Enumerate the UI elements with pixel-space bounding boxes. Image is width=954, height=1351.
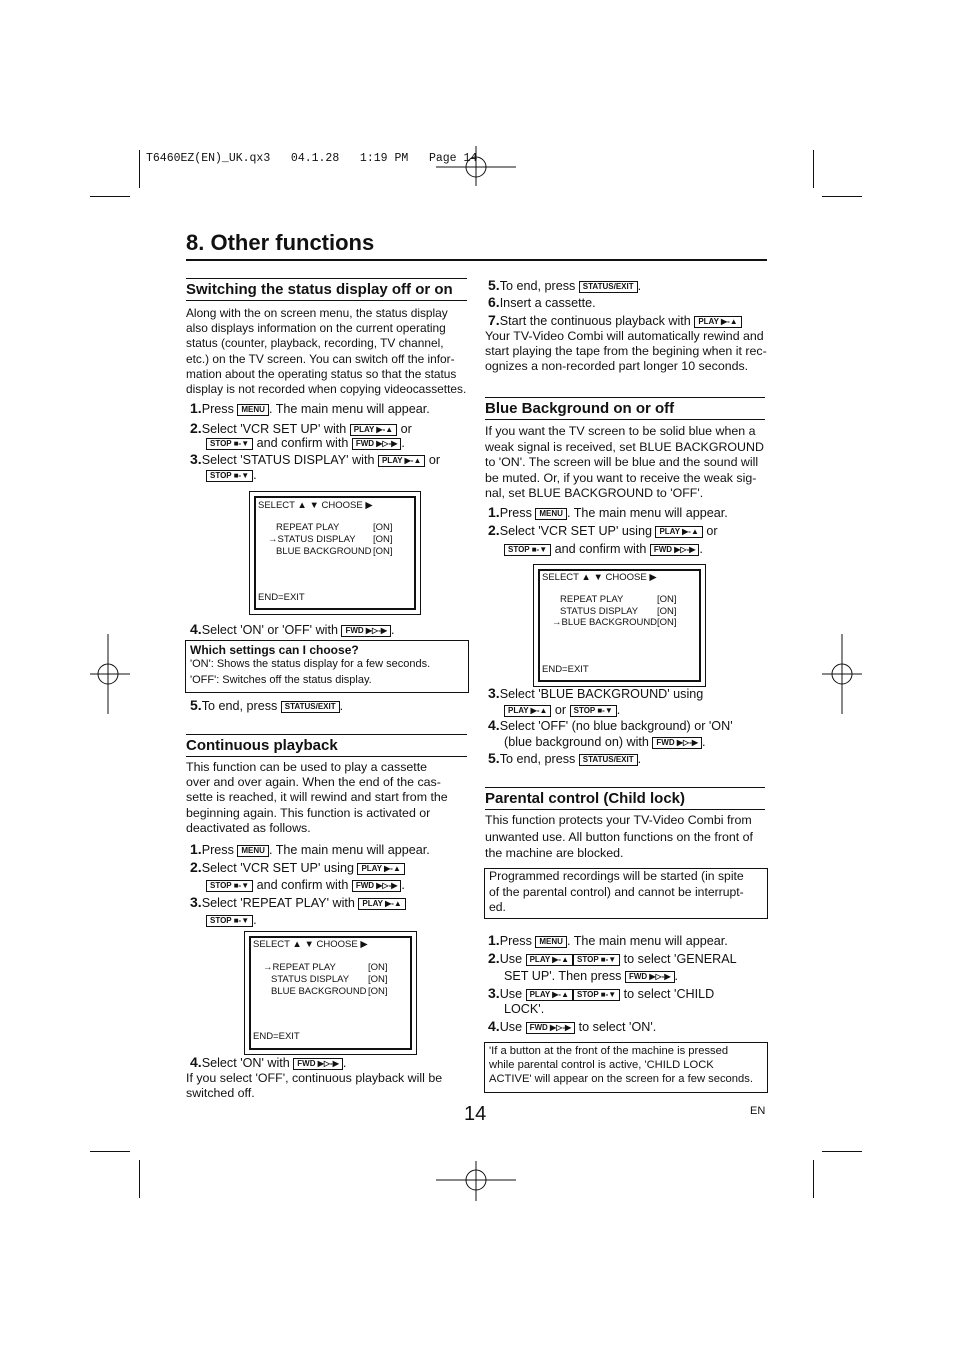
stop-key: STOP ■-▼ xyxy=(206,915,253,927)
play-key: PLAY ▶-▲ xyxy=(350,424,397,436)
osd-row-value: [ON] xyxy=(373,546,393,557)
step-item-cont xyxy=(504,541,703,558)
step-text: Press xyxy=(201,402,234,416)
fwd-key: FWD ▶▷-▶ xyxy=(650,544,700,556)
step-item xyxy=(190,697,343,715)
text-line: to 'ON'. The screen will be blue and the sound will xyxy=(485,455,759,470)
step-item xyxy=(488,504,728,522)
step-item-cont xyxy=(206,912,257,929)
osd-row-label: BLUE BACKGROUND xyxy=(276,546,372,557)
step-item-cont xyxy=(504,734,705,751)
step-number: 5. xyxy=(190,697,202,713)
play-key: PLAY ▶-▲ xyxy=(378,455,425,467)
step-text: Select 'ON' or 'OFF' with xyxy=(201,623,338,637)
fwd-key: FWD ▶▷-▶ xyxy=(352,880,402,892)
box-title: Which settings can I choose? xyxy=(190,643,359,657)
step-text: Select 'ON' with xyxy=(201,1056,290,1070)
step-text: . xyxy=(342,1056,347,1070)
step-item xyxy=(190,841,430,859)
step-text: . xyxy=(699,542,703,556)
text-line: ACTIVE' will appear on the screen for a few seconds. xyxy=(489,1073,753,1086)
step-number: 3. xyxy=(190,451,202,467)
play-key: PLAY ▶-▲ xyxy=(526,954,573,966)
step-text: Insert a cassette. xyxy=(499,296,596,310)
step-text: . xyxy=(674,969,678,983)
text-line: start playing the tape from the begining when it rec- xyxy=(485,344,767,359)
osd-row-value: [ON] xyxy=(368,986,388,997)
step-item xyxy=(488,717,733,735)
crop-mark xyxy=(822,196,862,197)
text-line: unwanted use. All button functions on the front of xyxy=(485,829,753,844)
text-line: display is not recorded when copying videocassettes. xyxy=(186,382,467,397)
step-item xyxy=(488,1018,656,1036)
osd-header: SELECT ▲ ▼ CHOOSE ▶ xyxy=(542,572,657,583)
play-key: PLAY ▶-▲ xyxy=(655,526,702,538)
status-exit-key: STATUS/EXIT xyxy=(579,281,638,293)
step-text: Use xyxy=(499,952,523,966)
page-number: 14 xyxy=(464,1103,487,1125)
step-text: . xyxy=(401,436,405,450)
play-key: PLAY ▶-▲ xyxy=(694,316,741,328)
registration-mark xyxy=(436,1161,516,1201)
step-text: . xyxy=(401,878,405,892)
step-number: 4. xyxy=(190,621,202,637)
osd-row-value: [ON] xyxy=(657,617,677,628)
step-item-cont xyxy=(504,1001,544,1018)
osd-header: SELECT ▲ ▼ CHOOSE ▶ xyxy=(258,500,373,511)
note-text xyxy=(489,1044,753,1087)
play-key: PLAY ▶-▲ xyxy=(357,863,404,875)
stop-key: STOP ■-▼ xyxy=(206,880,253,892)
stop-key: STOP ■-▼ xyxy=(504,544,551,556)
text-line: be muted. Or, if you want to receive the weak sig- xyxy=(485,470,757,485)
osd-footer: END=EXIT xyxy=(542,664,589,675)
step-number: 1. xyxy=(488,932,500,948)
fwd-key: FWD ▶▷-▶ xyxy=(352,438,402,450)
section-heading: Blue Background on or off xyxy=(485,397,765,420)
crop-mark xyxy=(822,1151,862,1152)
text-line: 'If a button at the front of the machine is pressed xyxy=(489,1045,729,1057)
text-line: mation about the operating status so that the status xyxy=(186,366,457,381)
osd-row-value: [ON] xyxy=(373,522,393,533)
step-text: Select 'VCR SET UP' with xyxy=(201,422,347,436)
text-line: Programmed recordings will be started (in spite xyxy=(489,869,744,883)
osd-menu-screen xyxy=(249,491,421,615)
step-text: Select 'STATUS DISPLAY' with xyxy=(201,453,375,467)
crop-mark xyxy=(90,1151,130,1152)
status-display-intro xyxy=(186,306,471,397)
step-text: LOCK'. xyxy=(504,1002,545,1016)
step-text: . xyxy=(637,279,642,293)
step-number: 5. xyxy=(488,277,500,293)
step-text: . xyxy=(253,913,257,927)
osd-row-value: [ON] xyxy=(373,534,393,545)
step-text: to select 'CHILD xyxy=(623,987,715,1001)
step-text: Start the continuous playback with xyxy=(499,314,691,328)
note-text xyxy=(489,869,744,916)
step-text: or xyxy=(428,453,441,467)
step-text: Use xyxy=(499,987,523,1001)
step-text: . The main menu will appear. xyxy=(268,843,430,857)
text-line: ed. xyxy=(489,900,506,914)
text-line: weak signal is received, set BLUE BACKGROUND xyxy=(485,439,764,454)
fwd-key: FWD ▶▷-▶ xyxy=(526,1022,576,1034)
section-blue-background xyxy=(485,397,765,420)
which-settings-box xyxy=(185,640,469,693)
status-exit-key: STATUS/EXIT xyxy=(579,754,638,766)
step-item-cont xyxy=(206,467,257,484)
step-text: . The main menu will appear. xyxy=(268,402,430,416)
step-text: SET UP'. Then press xyxy=(504,969,622,983)
text-line: ognizes a non-recorded part longer 10 seconds. xyxy=(485,359,749,374)
step-text: . The main menu will appear. xyxy=(566,506,728,520)
child-lock-note-box xyxy=(484,1042,768,1093)
step-number: 2. xyxy=(488,522,500,538)
continuous-after xyxy=(186,1071,471,1101)
step-text: and confirm with xyxy=(256,436,349,450)
text-line: the machine are blocked. xyxy=(485,846,624,860)
text-line: also displays information on the current operating xyxy=(186,321,446,336)
menu-key: MENU xyxy=(237,404,269,416)
step-number: 3. xyxy=(488,985,500,1001)
step-text: and confirm with xyxy=(554,542,647,556)
text-line: If you want the TV screen to be solid blue when a xyxy=(485,424,756,438)
step-text: Select 'BLUE BACKGROUND' using xyxy=(499,687,704,701)
box-text: 'ON': Shows the status display for a few seconds. xyxy=(190,658,431,670)
osd-row-value: [ON] xyxy=(657,606,677,617)
step-text: To end, press xyxy=(201,699,278,713)
fwd-key: FWD ▶▷-▶ xyxy=(341,625,391,637)
crop-mark xyxy=(139,1160,140,1198)
status-exit-key: STATUS/EXIT xyxy=(281,701,340,713)
osd-row-label: →REPEAT PLAY xyxy=(263,962,336,973)
continuous-intro xyxy=(186,760,471,836)
step-number: 4. xyxy=(190,1054,202,1070)
step-text: or xyxy=(400,422,412,436)
osd-footer: END=EXIT xyxy=(253,1031,300,1042)
fwd-key: FWD ▶▷-▶ xyxy=(652,737,702,749)
fwd-key: FWD ▶▷-▶ xyxy=(293,1058,343,1070)
page-title: 8. Other functions xyxy=(186,230,375,255)
section-heading: Parental control (Child lock) xyxy=(485,787,765,810)
menu-key: MENU xyxy=(237,845,269,857)
step-number: 7. xyxy=(488,312,500,328)
step-text: . xyxy=(391,623,395,637)
stop-key: STOP ■-▼ xyxy=(573,989,620,1001)
step-number: 4. xyxy=(488,1018,500,1034)
title-rule xyxy=(186,259,767,261)
box-text: 'OFF': Switches off the status display. xyxy=(190,674,372,686)
step-item xyxy=(488,294,596,312)
step-item xyxy=(190,621,395,639)
step-item xyxy=(190,894,406,912)
step-text: . The main menu will appear. xyxy=(566,934,728,948)
step-text: to select 'ON'. xyxy=(578,1020,657,1034)
text-line: sette is reached, it will rewind and start from the xyxy=(186,790,448,805)
step-text: Select 'VCR SET UP' using xyxy=(201,861,354,875)
section-continuous-playback xyxy=(186,734,467,757)
step-item xyxy=(488,312,742,330)
text-line: This function can be used to play a cassette xyxy=(186,760,428,774)
language-code: EN xyxy=(750,1105,766,1117)
text-line: etc.) on the TV screen. You can switch off the infor- xyxy=(186,351,455,366)
step-item xyxy=(488,277,641,295)
stop-key: STOP ■-▼ xyxy=(573,954,620,966)
text-line: status (counter, playback, recording, TV channel, xyxy=(186,336,444,351)
step-text: Press xyxy=(499,506,532,520)
step-number: 1. xyxy=(488,504,500,520)
osd-row-label: REPEAT PLAY xyxy=(276,522,340,533)
step-number: 3. xyxy=(488,685,500,701)
parental-intro xyxy=(485,812,770,862)
osd-row-value: [ON] xyxy=(657,594,677,605)
print-slug: T6460EZ(EN)_UK.qx3 04.1.28 1:19 PM Page 14 xyxy=(146,152,478,165)
step-number: 1. xyxy=(190,400,202,416)
step-number: 2. xyxy=(488,950,500,966)
step-number: 3. xyxy=(190,894,202,910)
step-item xyxy=(488,522,718,540)
crop-mark xyxy=(813,150,814,188)
osd-menu-screen xyxy=(244,931,417,1055)
play-key: PLAY ▶-▲ xyxy=(358,898,405,910)
step-text: Press xyxy=(201,843,234,857)
text-line: while parental control is active, 'CHILD LOCK xyxy=(489,1059,714,1072)
step-item xyxy=(190,1054,346,1072)
text-line: nal, set BLUE BACKGROUND to 'OFF'. xyxy=(485,486,704,501)
play-key: PLAY ▶-▲ xyxy=(526,989,573,1001)
osd-row-label: STATUS DISPLAY xyxy=(560,606,639,617)
osd-header: SELECT ▲ ▼ CHOOSE ▶ xyxy=(253,939,368,950)
text-line: over and over again. When the end of the cas- xyxy=(186,775,441,790)
text-line: Along with the on screen menu, the status display xyxy=(186,306,448,320)
step-number: 4. xyxy=(488,717,500,733)
text-line: deactivated as follows. xyxy=(186,820,311,835)
continuous-note xyxy=(485,329,770,375)
recordings-note-box xyxy=(484,868,768,919)
text-line: If you select 'OFF', continuous playback will be xyxy=(186,1071,443,1085)
section-parental-control xyxy=(485,787,765,810)
osd-row-label: →STATUS DISPLAY xyxy=(268,534,356,545)
text-line: beginning again. This function is activated or xyxy=(186,805,431,820)
step-item-cont xyxy=(206,877,405,894)
step-item xyxy=(488,950,737,968)
stop-key: STOP ■-▼ xyxy=(570,705,617,717)
step-text: . xyxy=(253,468,257,482)
stop-key: STOP ■-▼ xyxy=(206,470,253,482)
text-line: This function protects your TV-Video Combi from xyxy=(485,813,752,827)
step-text: . xyxy=(637,752,642,766)
step-text: or xyxy=(706,524,718,538)
crop-mark xyxy=(813,1160,814,1198)
step-text: . xyxy=(701,735,706,749)
osd-row-value: [ON] xyxy=(368,974,388,985)
step-text: To end, press xyxy=(499,752,576,766)
osd-row-label: REPEAT PLAY xyxy=(560,594,624,605)
step-text: and confirm with xyxy=(256,878,349,892)
step-text: Select 'OFF' (no blue background) or 'ON' xyxy=(499,719,733,733)
step-item xyxy=(488,750,641,768)
step-item xyxy=(190,400,430,418)
crop-mark xyxy=(90,196,130,197)
menu-key: MENU xyxy=(535,508,567,520)
stop-key: STOP ■-▼ xyxy=(206,438,253,450)
step-text: Press xyxy=(499,934,532,948)
step-text: . xyxy=(339,699,344,713)
step-text: To end, press xyxy=(499,279,576,293)
osd-row-label: BLUE BACKGROUND xyxy=(271,986,367,997)
step-number: 5. xyxy=(488,750,500,766)
step-text: (blue background on) with xyxy=(504,735,649,749)
section-status-display xyxy=(186,278,467,301)
osd-row-label: STATUS DISPLAY xyxy=(271,974,350,985)
step-number: 6. xyxy=(488,294,500,310)
text-line: of the parental control) and cannot be interrupt- xyxy=(489,884,744,899)
osd-menu-screen xyxy=(533,564,706,687)
registration-mark xyxy=(822,634,862,714)
step-text: Use xyxy=(499,1020,523,1034)
step-number: 2. xyxy=(190,420,202,436)
blue-background-intro xyxy=(485,424,770,502)
step-item xyxy=(488,685,703,703)
osd-row-value: [ON] xyxy=(368,962,388,973)
section-heading: Continuous playback xyxy=(186,734,467,757)
osd-footer: END=EXIT xyxy=(258,592,305,603)
fwd-key: FWD ▶▷-▶ xyxy=(625,971,675,983)
step-text: or xyxy=(554,703,567,717)
step-number: 2. xyxy=(190,859,202,875)
step-text: to select 'GENERAL xyxy=(623,952,737,966)
menu-key: MENU xyxy=(535,936,567,948)
step-item-cont xyxy=(206,435,405,452)
crop-mark xyxy=(139,150,140,188)
step-number: 1. xyxy=(190,841,202,857)
step-text: Select 'VCR SET UP' using xyxy=(499,524,652,538)
registration-mark xyxy=(90,634,130,714)
text-line: Your TV-Video Combi will automatically rewind and xyxy=(485,329,764,343)
osd-row-label: →BLUE BACKGROUND xyxy=(552,617,658,628)
text-line: switched off. xyxy=(186,1086,255,1101)
step-item xyxy=(488,932,728,950)
step-text: Select 'REPEAT PLAY' with xyxy=(201,896,355,910)
section-heading: Switching the status display off or on xyxy=(186,278,467,301)
step-text: . xyxy=(616,703,621,717)
step-item-cont xyxy=(504,968,678,985)
step-item xyxy=(190,859,405,877)
play-key: PLAY ▶-▲ xyxy=(504,705,551,717)
